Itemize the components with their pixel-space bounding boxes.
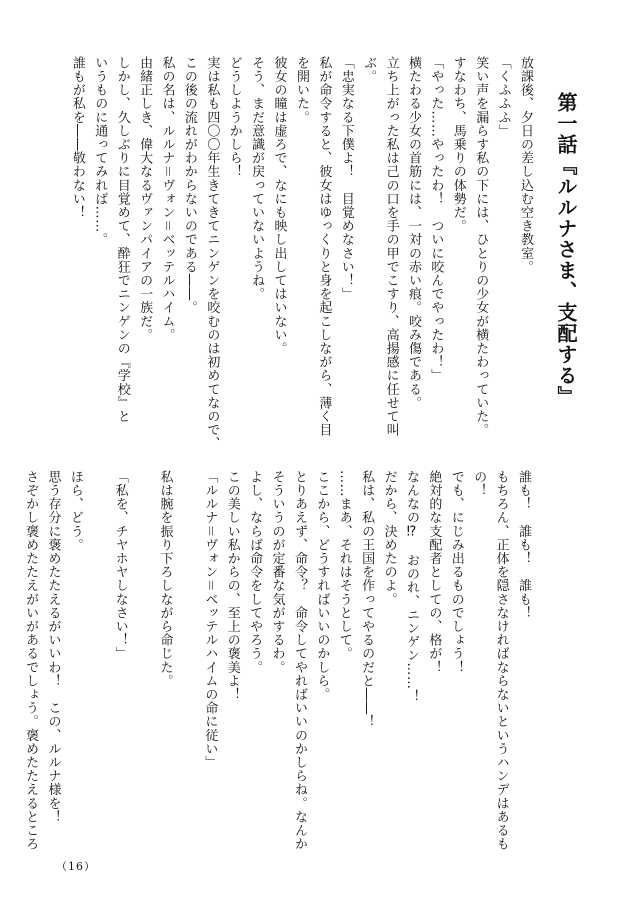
text-line: 私は腕を振り下ろしながら命じた。	[157, 470, 173, 688]
text-line: 「やった……やったわ！ ついに咬んでやったわ！」	[428, 56, 444, 383]
text-line: 私が命令すると、彼女はゆっくりと身を起こしながら、薄く目	[316, 56, 332, 437]
text-line: この後の流れがわからないのである――。	[181, 56, 197, 315]
text-line: ほら、どう。	[67, 470, 83, 552]
text-line: だから、決めたのよ。	[381, 470, 397, 606]
text-line: 由緒正しき、偉大なるヴァンパイアの一族だ。	[137, 56, 153, 342]
text-line: いうものに通ってみれば……。	[92, 56, 108, 247]
text-line: そう、まだ意識が戻っていないようね。	[249, 56, 265, 301]
text-line: この美しい私からの、至上の褒美よ！	[224, 470, 240, 702]
text-line: 立ち上がった私は己の口を手の甲でこすり、高揚感に任せて叫	[383, 56, 399, 437]
text-line	[86, 470, 108, 855]
page-number: （16）	[56, 860, 96, 873]
text-line: 「私を、チヤホヤしなさい！」	[112, 470, 128, 661]
text-line: 「くふふふ」	[495, 56, 511, 138]
text-line: 思う存分に褒めたたえるがいいわ！ この、ルルナ様を！	[45, 470, 61, 824]
text-line: 「忠実なる下僕よ！ 目覚めなさい！」	[338, 56, 354, 301]
lower-text-block	[19, 470, 534, 855]
text-line: よし、ならば命令をしてやろう。	[247, 470, 263, 674]
text-line: 絶対的な支配者としての、格が！	[426, 470, 442, 674]
text-line: の！	[471, 470, 487, 498]
text-line: 誰も！ 誰も！ 誰も！	[516, 470, 531, 620]
text-line: すなわち、馬乗りの体勢だ。	[450, 56, 466, 233]
text-line: さぞかし褒めたたえがいがあるでしょう。褒めたたえるところ	[23, 470, 39, 851]
text-line: とりあえず、命令？ 命令してやればいいのかしらね。なんか	[291, 470, 307, 851]
text-line: を開いた。	[293, 56, 309, 124]
text-line: なんなの⁉ おのれ、ニンゲン……！	[403, 470, 419, 704]
text-line: 私の名は、ルルナ＝ヴォン＝ベッテルハイム。	[159, 56, 175, 342]
text-line: しかし、久しぶりに目覚めて、酔狂でニンゲンの『学校』と	[114, 56, 130, 424]
text-line: 彼女の瞳は虚ろで、なにも映し出してはいない。	[271, 56, 287, 356]
text-line: 「ルルナ＝ヴォン＝ベッテルハイムの命に従い」	[202, 470, 218, 770]
text-line: そういうのが定番な気がするわ。	[269, 470, 285, 674]
text-line: もちろん、正体を隠さなければならないというハンデはあるも	[493, 470, 509, 851]
text-line: 誰もが私を――敬わない！	[69, 56, 85, 220]
text-line: ここから、どうすればいいのかしら。	[314, 470, 330, 702]
text-line	[131, 470, 153, 855]
upper-text-block	[65, 56, 536, 451]
text-line: どうしようかしら！	[226, 56, 242, 179]
text-line: ぶ。	[361, 56, 377, 84]
text-line: 放課後、夕日の差し込む空き教室。	[518, 56, 533, 274]
text-line: 私は、私の王国を作ってやるのだと――！	[359, 470, 375, 729]
text-line: ……まあ、それはそうとして。	[336, 470, 352, 661]
text-line: 笑い声を漏らす私の下には、ひとりの少女が横たわっていた。	[473, 56, 489, 437]
text-line: 横たわる少女の首筋には、一対の赤い痕。咬み傷である。	[405, 56, 421, 410]
text-line: 実は私も四〇〇年生きてきてニンゲンを咬むのは初めてなので、	[204, 56, 220, 451]
text-line	[176, 470, 198, 855]
chapter-title: 第一話『ルルナさま、支配する』	[554, 92, 578, 407]
text-line: でも、にじみ出るものでしょう！	[448, 470, 464, 674]
